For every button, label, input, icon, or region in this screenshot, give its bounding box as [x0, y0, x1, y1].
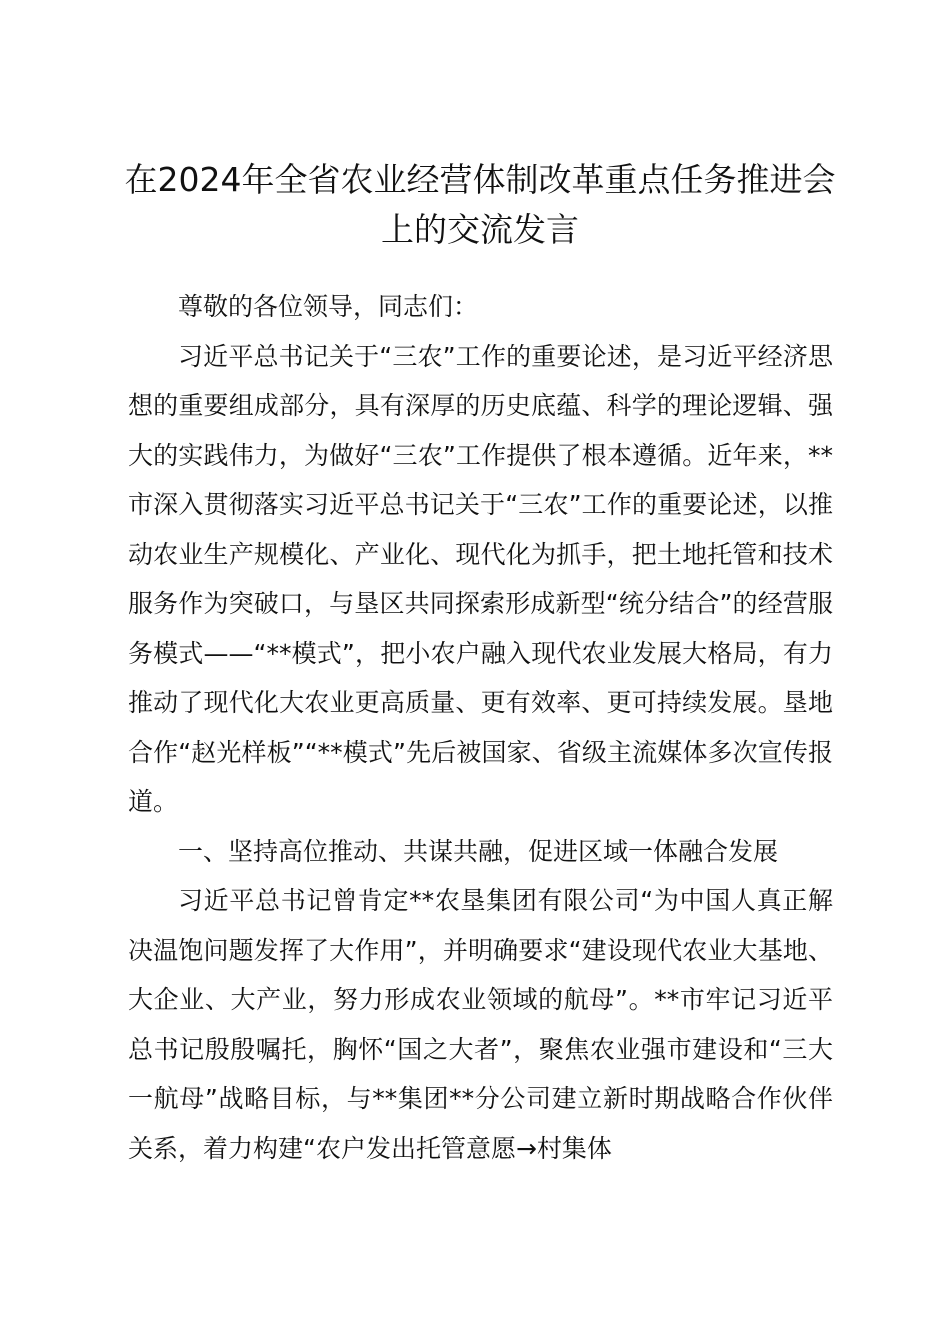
document-title: 在2024年全省农业经营体制改革重点任务推进会上的交流发言 [124, 160, 836, 249]
greeting: 尊敬的各位领导，同志们： [178, 292, 479, 321]
section-heading-1: 一、坚持高位推动、共谋共融，促进区域一体融合发展 [178, 836, 779, 866]
paragraph-intro: 习近平总书记关于“三农”工作的重要论述，是习近平经济思想的重要组成部分，具有深厚的历史底蕴、科学的理论逻辑、强大的实践伟力，为做好“三农”工作提供了根本遵循。近年来，**市深入贯彻落实习近平总书记关于“三农”工作的重要论述，以推动农业生产规模化、产业化、现代化为抓手，把土地托管和技术服务作为突破口，与垦区共同探索形成新型“统分结合”的经营服务模式——“**模式”，把小农户融入现代农业发展大格局，有力推动了现代化大农业更高质量、更有效率、更可持续发展。垦地合作“赵光样板”“**模式”先后被国家、省级主流媒体多次宣传报道。 [128, 341, 833, 816]
paragraph-section-1: 习近平总书记曾肯定**农垦集团有限公司“为中国人真正解决温饱问题发挥了大作用”，并明确要求“建设现代农业大基地、大企业、大产业，努力形成农业领域的航母”。**市牢记习近平总书记殷殷嘱托，胸怀“国之大者”，聚焦农业强市建设和“三大一航母”战略目标，与**集团**分公司建立新时期战略合作伙伴关系，着力构建“农户发出托管意愿→村集体 [128, 886, 833, 1163]
document-body [128, 282, 833, 1173]
